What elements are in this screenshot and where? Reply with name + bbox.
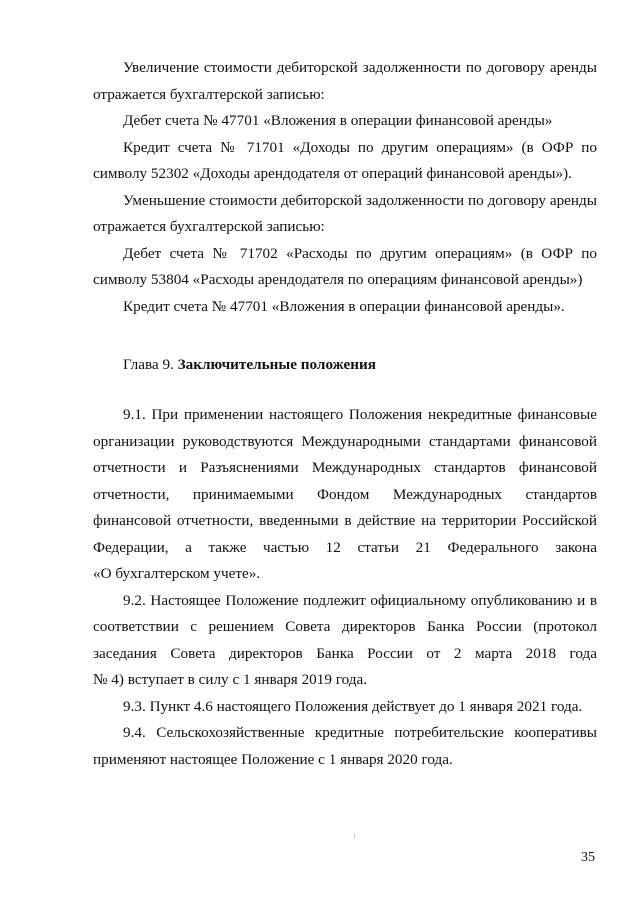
body-text-line: соответствии с решением Совета директоров Банка России (протокол — [93, 618, 597, 635]
body-text-line: отражается бухгалтерской записью: — [93, 218, 325, 235]
scan-artifact — [354, 833, 355, 838]
body-text-line: Увеличение стоимости дебиторской задолженности по договору аренды — [123, 59, 597, 76]
chapter-number: Глава 9. — [123, 356, 178, 373]
body-text-line: Уменьшение стоимости дебиторской задолженности по договору аренды — [123, 191, 597, 209]
body-text-line: Федерации, а также частью 12 статьи 21 Федерального закона — [93, 538, 597, 556]
body-text-line: символу 52302 «Доходы арендодателя от операций финансовой аренды»). — [93, 165, 572, 182]
body-text-line: отражается бухгалтерской записью: — [93, 85, 325, 103]
body-text-line: «О бухгалтерском учете». — [93, 565, 261, 582]
final-provisions-section — [93, 402, 597, 773]
body-text-line: № 4) вступает в силу с 1 января 2019 года. — [93, 671, 368, 688]
lease-accounting-entries-section — [93, 55, 597, 320]
body-text-line: Дебет счета № 47701 «Вложения в операции финансовой аренды» — [123, 112, 553, 129]
body-text-line: 9.4. Сельскохозяйственные кредитные потребительские кооперативы — [123, 724, 597, 741]
body-text-line: заседания Совета директоров Банка России от 2 марта 2018 года — [93, 644, 597, 662]
body-text-line: Кредит счета № 71701 «Доходы по другим операциям» (в ОФР по — [123, 138, 597, 156]
body-text-line: применяют настоящее Положение с 1 января 2020 года. — [93, 750, 453, 768]
chapter-heading — [123, 352, 376, 378]
page-number: 35 — [581, 850, 595, 865]
body-text-line: 9.3. Пункт 4.6 настоящего Положения действует до 1 января 2021 года. — [123, 697, 583, 715]
body-text-line: 9.2. Настоящее Положение подлежит официальному опубликованию и в — [123, 591, 597, 609]
body-text-line: финансовой отчетности, введенными в действие на территории Российской — [93, 512, 597, 529]
body-text-line: организации руководствуются Международными стандартами финансовой — [93, 432, 597, 450]
body-text-line: символу 53804 «Расходы арендодателя по операциям финансовой аренды») — [93, 271, 583, 288]
body-text-line: Кредит счета № 47701 «Вложения в операции финансовой аренды». — [123, 297, 565, 315]
chapter-title: Заключительные положения — [177, 356, 376, 373]
body-text-line: отчетности и Разъяснениями Международных стандартов финансовой — [93, 459, 597, 476]
body-text-line: 9.1. При применении настоящего Положения некредитные финансовые — [123, 406, 597, 423]
body-text-line: отчетности, принимаемыми Фондом Международных стандартов — [93, 485, 597, 503]
body-text-line: Дебет счета № 71702 «Расходы по другим операциям» (в ОФР по — [123, 244, 597, 262]
